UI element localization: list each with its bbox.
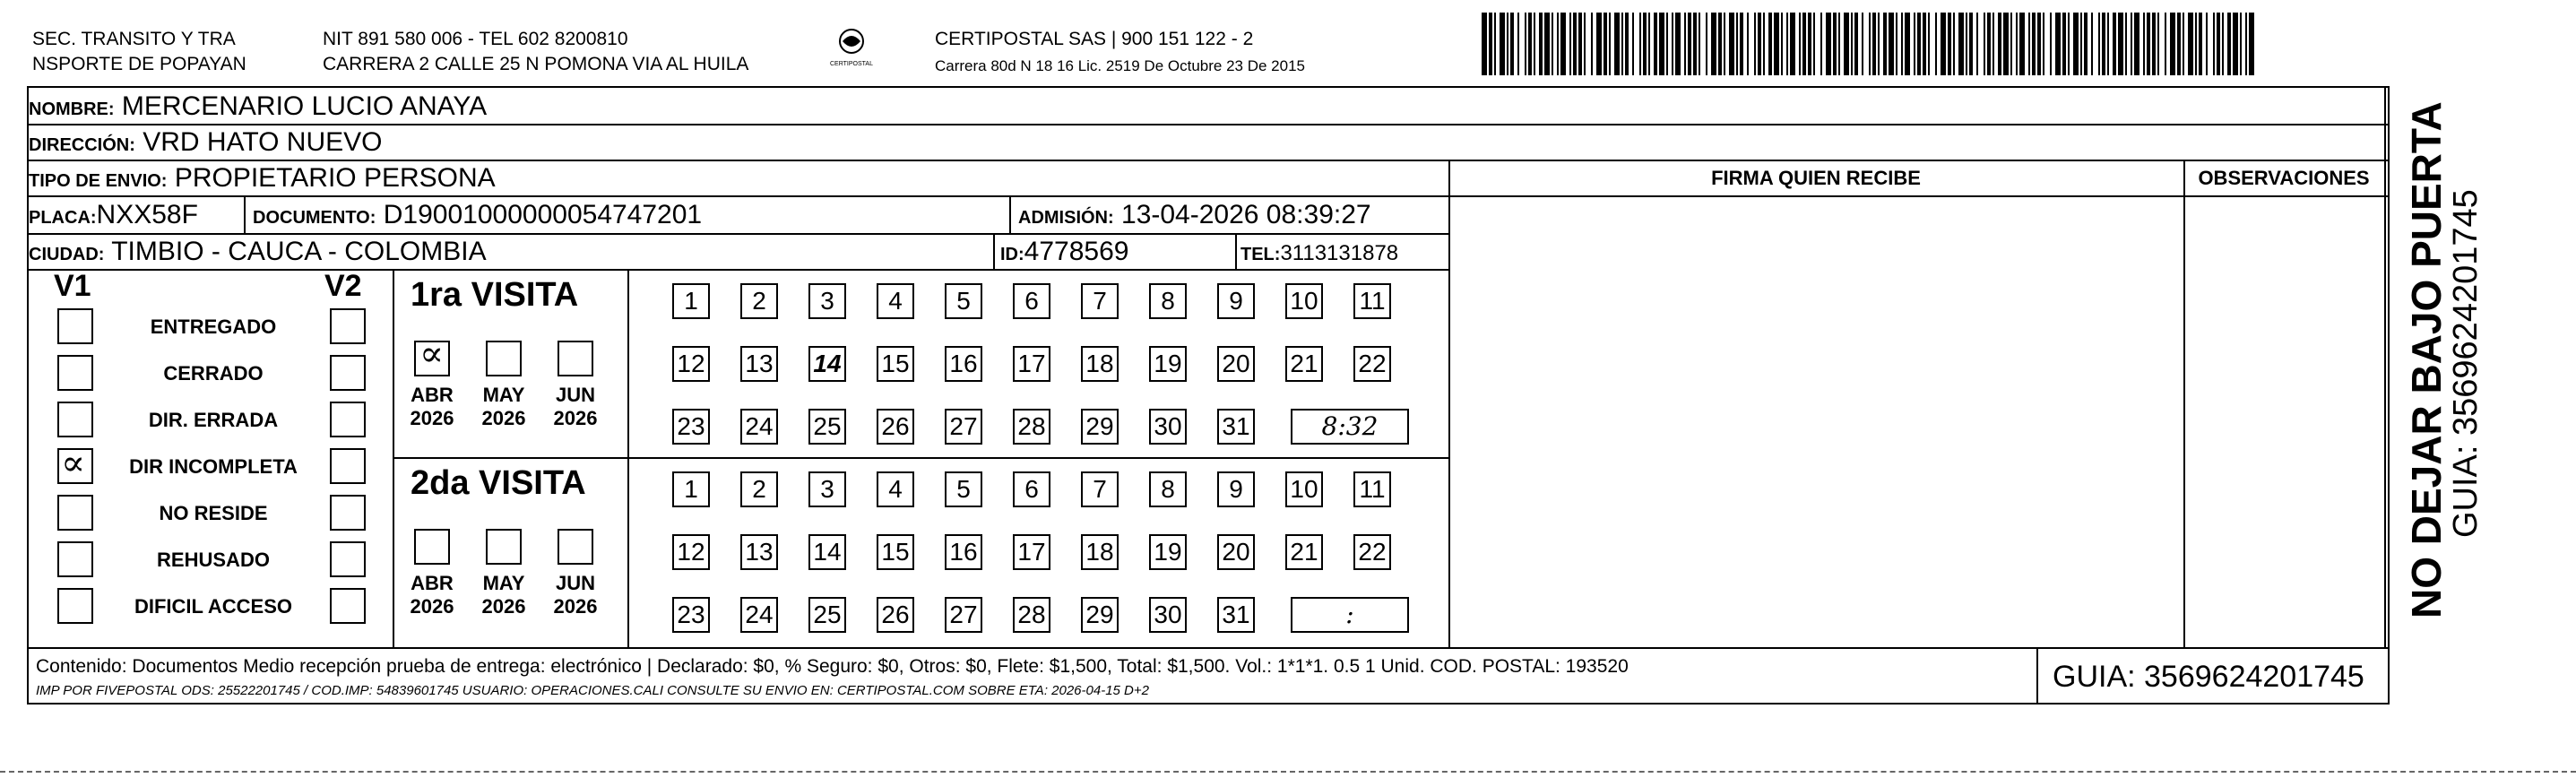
admision-label: ADMISIÓN: [1018, 208, 1114, 228]
documento-cell [253, 200, 702, 233]
month-year: 2026 [481, 407, 526, 429]
day-box[interactable]: 18 [1081, 534, 1119, 570]
day-box[interactable]: 31 [1217, 409, 1255, 445]
firma-label: FIRMA QUIEN RECIBE [1711, 167, 1921, 189]
id-label: ID: [1000, 245, 1024, 264]
v2-label: V2 [324, 269, 362, 303]
address-line: CARRERA 2 CALLE 25 N POMONA VIA AL HUILA [323, 54, 749, 74]
certipostal-logo [825, 27, 878, 81]
v2-checkbox[interactable] [330, 588, 366, 624]
day-box[interactable]: 18 [1081, 346, 1119, 382]
day-box[interactable]: 27 [945, 597, 982, 633]
status-option-label: NO RESIDE [159, 502, 268, 524]
day-box[interactable]: 22 [1353, 346, 1391, 382]
placa-label: PLACA: [29, 208, 97, 228]
day-box[interactable]: 9 [1217, 283, 1255, 319]
tel-cell [1240, 238, 1398, 270]
month-year: 2026 [553, 407, 598, 429]
month-name: ABR [411, 572, 454, 594]
day-box[interactable]: 4 [877, 283, 914, 319]
month-label [540, 384, 611, 430]
day-box[interactable]: 5 [945, 471, 982, 507]
day-box[interactable]: 5 [945, 283, 982, 319]
handwritten-mark: ∝ [61, 443, 86, 484]
day-box[interactable]: 28 [1013, 597, 1050, 633]
time-box[interactable]: 8:32 [1291, 409, 1409, 445]
v2-checkbox[interactable] [330, 541, 366, 577]
admision-cell [1018, 200, 1371, 233]
day-box[interactable]: 2 [740, 283, 778, 319]
day-box[interactable]: 21 [1285, 346, 1323, 382]
day-box[interactable]: 29 [1081, 597, 1119, 633]
day-box[interactable]: 21 [1285, 534, 1323, 570]
footer-contenido: Contenido: Documentos Medio recepción prueba de entrega: electrónico | Declarado: $0, % Seguro: $0, Otros: $0, Flete: $1,500, Total: $1,500. Vol.: 1*1*1. 0.5 1 Unid. COD. POSTAL: 193520 [36, 656, 1629, 677]
month-name: JUN [555, 572, 595, 594]
day-box[interactable]: 15 [877, 534, 914, 570]
nit-line: NIT 891 580 006 - TEL 602 8200810 [323, 29, 628, 49]
month-label [468, 572, 540, 618]
placa-cell [29, 200, 198, 233]
side-guia: GUIA: 3569624201745 [2447, 189, 2485, 538]
status-option-label: DIR INCOMPLETA [129, 455, 298, 478]
v1-checkbox[interactable] [57, 443, 93, 484]
day-box[interactable]: 6 [1013, 283, 1050, 319]
month-checkbox[interactable] [414, 529, 450, 565]
month-year: 2026 [481, 595, 526, 618]
day-box[interactable]: 13 [740, 346, 778, 382]
day-box[interactable]: 3 [808, 283, 846, 319]
month-name: MAY [482, 384, 525, 406]
tel-label: TEL: [1240, 245, 1281, 264]
tipo-envio-row [29, 163, 496, 196]
license-line: Carrera 80d N 18 16 Lic. 2519 De Octubre 23 De 2015 [935, 57, 1305, 74]
status-option-label: CERRADO [163, 362, 264, 385]
day-box[interactable]: 26 [877, 409, 914, 445]
ciudad-value: TIMBIO - CAUCA - COLOMBIA [111, 237, 487, 266]
id-cell [1000, 237, 1128, 270]
side-notice: NO DEJAR BAJO PUERTA [2403, 101, 2450, 618]
tipo-envio-label: TIPO DE ENVIO: [29, 171, 168, 191]
day-box[interactable]: 12 [672, 534, 710, 570]
month-year: 2026 [410, 595, 454, 618]
day-box[interactable]: 7 [1081, 471, 1119, 507]
month-checkbox[interactable] [558, 529, 593, 565]
day-box[interactable]: 8 [1149, 471, 1187, 507]
month-label [540, 572, 611, 618]
day-box[interactable]: 16 [945, 534, 982, 570]
day-box[interactable]: 16 [945, 346, 982, 382]
day-box[interactable]: 25 [808, 597, 846, 633]
day-box[interactable]: 2 [740, 471, 778, 507]
day-box[interactable]: 25 [808, 409, 846, 445]
month-name: ABR [411, 384, 454, 406]
direccion-label: DIRECCIÓN: [29, 135, 135, 155]
status-option-label: ENTREGADO [150, 316, 277, 338]
day-box[interactable]: 7 [1081, 283, 1119, 319]
v1-checkbox[interactable] [57, 495, 93, 531]
nombre-label: NOMBRE: [29, 99, 115, 119]
day-box[interactable]: 20 [1217, 534, 1255, 570]
month-name: MAY [482, 572, 525, 594]
placa-value: NXX58F [96, 200, 198, 229]
day-box[interactable]: 28 [1013, 409, 1050, 445]
day-box[interactable]: 23 [672, 409, 710, 445]
day-box[interactable]: 1 [672, 471, 710, 507]
nombre-value: MERCENARIO LUCIO ANAYA [121, 91, 488, 121]
month-checkbox[interactable] [558, 341, 593, 376]
day-box[interactable]: 22 [1353, 534, 1391, 570]
nombre-row [29, 91, 487, 125]
day-box[interactable]: 26 [877, 597, 914, 633]
month-year: 2026 [553, 595, 598, 618]
admision-value: 13-04-2026 08:39:27 [1121, 200, 1371, 229]
day-box[interactable]: 6 [1013, 471, 1050, 507]
v2-checkbox[interactable] [330, 402, 366, 437]
company-name-line2: NSPORTE DE POPAYAN [32, 54, 246, 74]
documento-value: D19001000000054747201 [383, 200, 703, 229]
observaciones-label: OBSERVACIONES [2198, 167, 2370, 189]
month-label [396, 384, 468, 430]
status-option-label: DIFICIL ACCESO [134, 595, 292, 618]
day-box[interactable]: 10 [1285, 471, 1323, 507]
footer-guia: GUIA: 3569624201745 [2053, 660, 2364, 694]
month-label [468, 384, 540, 430]
ciudad-label: CIUDAD: [29, 245, 105, 264]
day-box[interactable]: 17 [1013, 534, 1050, 570]
day-box[interactable]: 1 [672, 283, 710, 319]
month-checkbox[interactable] [486, 529, 522, 565]
day-box[interactable]: 19 [1149, 346, 1187, 382]
handwritten-mark: ∝ [419, 333, 445, 375]
month-checkbox[interactable] [486, 341, 522, 376]
v1-checkbox[interactable] [57, 402, 93, 437]
day-box[interactable]: 10 [1285, 283, 1323, 319]
v2-checkbox[interactable] [330, 448, 366, 484]
day-box[interactable]: 13 [740, 534, 778, 570]
tel-value: 3113131878 [1280, 241, 1399, 265]
id-value: 4778569 [1024, 237, 1129, 266]
day-box[interactable]: 24 [740, 597, 778, 633]
company-name-line1: SEC. TRANSITO Y TRA [32, 29, 236, 49]
day-box[interactable]: 14 [808, 534, 846, 570]
day-box[interactable]: 8 [1149, 283, 1187, 319]
direccion-value: VRD HATO NUEVO [143, 127, 383, 157]
v2-checkbox[interactable] [330, 308, 366, 344]
day-box[interactable]: 31 [1217, 597, 1255, 633]
visit-title: 1ra VISITA [411, 276, 579, 314]
documento-label: DOCUMENTO: [253, 208, 376, 228]
day-box[interactable]: 4 [877, 471, 914, 507]
v2-checkbox[interactable] [330, 495, 366, 531]
day-box[interactable]: 15 [877, 346, 914, 382]
tipo-envio-value: PROPIETARIO PERSONA [174, 163, 496, 193]
footer-imp: IMP POR FIVEPOSTAL ODS: 25522201745 / COD.IMP: 54839601745 USUARIO: OPERACIONES.CALI CONSULTE SU ENVIO EN: CERTIPOSTAL.COM SOBRE ETA: 2026-04-15 D+2 [36, 683, 1149, 698]
direccion-row [29, 127, 383, 160]
v1-checkbox[interactable] [57, 308, 93, 344]
visit-title: 2da VISITA [411, 464, 586, 502]
v1-label: V1 [54, 269, 91, 303]
logo-icon [834, 27, 869, 56]
day-box[interactable]: 11 [1353, 471, 1391, 507]
day-box[interactable]: 19 [1149, 534, 1187, 570]
day-box[interactable]: 9 [1217, 471, 1255, 507]
v1-checkbox[interactable] [57, 355, 93, 391]
v2-checkbox[interactable] [330, 355, 366, 391]
day-box[interactable]: 14 [808, 346, 846, 382]
day-box[interactable]: 29 [1081, 409, 1119, 445]
day-box[interactable]: 17 [1013, 346, 1050, 382]
day-box[interactable]: 12 [672, 346, 710, 382]
v1-checkbox[interactable] [57, 541, 93, 577]
carrier-line: CERTIPOSTAL SAS | 900 151 122 - 2 [935, 29, 1254, 49]
barcode [1482, 13, 2261, 75]
month-label [396, 572, 468, 618]
time-box[interactable]: : [1291, 597, 1409, 633]
day-box[interactable]: 3 [808, 471, 846, 507]
month-name: JUN [555, 384, 595, 406]
day-box[interactable]: 27 [945, 409, 982, 445]
status-option-label: REHUSADO [157, 549, 270, 571]
day-box[interactable]: 11 [1353, 283, 1391, 319]
v1-checkbox[interactable] [57, 588, 93, 624]
logo-text: CERTIPOSTAL [830, 61, 873, 67]
day-box[interactable]: 24 [740, 409, 778, 445]
day-box[interactable]: 20 [1217, 346, 1255, 382]
cut-line [0, 771, 2576, 773]
status-option-label: DIR. ERRADA [148, 409, 279, 431]
day-box[interactable]: 30 [1149, 409, 1187, 445]
day-box[interactable]: 30 [1149, 597, 1187, 633]
month-checkbox[interactable] [414, 333, 450, 376]
day-box[interactable]: 23 [672, 597, 710, 633]
month-year: 2026 [410, 407, 454, 429]
ciudad-cell [29, 237, 487, 270]
